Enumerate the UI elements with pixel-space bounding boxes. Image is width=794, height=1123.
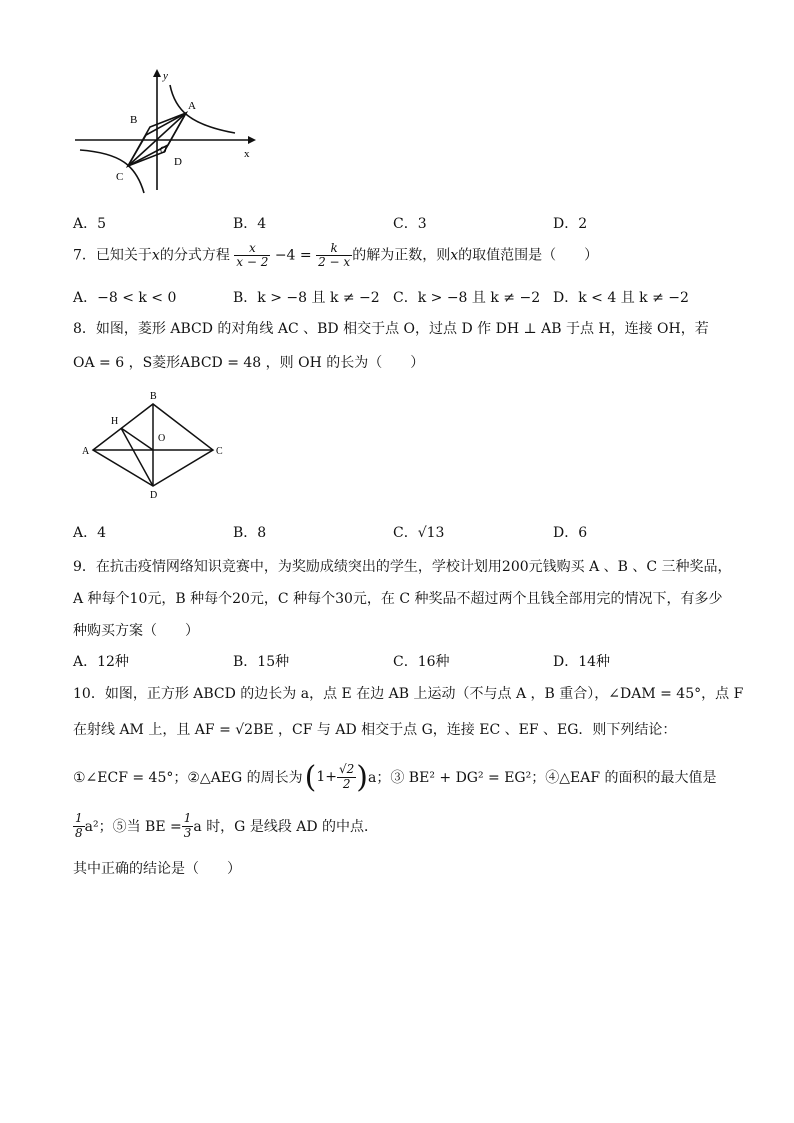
q7-var: x — [151, 247, 160, 264]
q6-label-y: y — [163, 70, 168, 82]
q6-label-A: A — [188, 100, 196, 112]
q10-paren-right: ) — [356, 759, 369, 795]
q10-line2: 在射线 AM 上，且 AF = √2BE ，CF 与 AD 相交于点 G，连接 EC 、EF 、EG．则下列结论： — [73, 722, 677, 738]
q10-line3b: a；③ BE² + DG² = EG²；④△EAF 的面积的最大值是 — [368, 770, 717, 786]
q9-line1: 9．在抗击疫情网络知识竞赛中，为奖励成绩突出的学生，学校计划用200元钱购买 A 、B 、C 三种奖品， — [73, 559, 732, 575]
q8-label-O: O — [158, 433, 166, 444]
q6-option-a[interactable]: A．5 — [73, 216, 107, 232]
q6-option-b[interactable]: B．4 — [233, 216, 267, 232]
q10-line4b: a 时，G 是线段 AD 的中点． — [193, 819, 379, 835]
q7-mid: 的分式方程 — [159, 247, 230, 264]
q7-option-d[interactable]: D．k < 4 且 k ≠ −2 — [553, 290, 689, 306]
q6-figure — [70, 65, 260, 195]
q7-option-a[interactable]: A．−8 < k < 0 — [73, 290, 177, 306]
q8-label-B: B — [150, 391, 157, 402]
q8-label-A: A — [82, 446, 90, 457]
q8-option-c[interactable]: C．√13 — [393, 525, 445, 541]
q10-frac-sqrt2: $\frac{√2}{2}$ — [339, 762, 355, 791]
q8-option-d[interactable]: D．6 — [553, 525, 588, 541]
q8-label-H: H — [111, 416, 119, 427]
q8-option-a[interactable]: A．4 — [73, 525, 107, 541]
q6-label-x: x — [244, 148, 250, 160]
q8-figure — [78, 388, 248, 503]
q10-frac-1-8: $\frac{1}{8}$ — [75, 811, 83, 840]
q8-line2: OA = 6 ，S菱形ABCD = 48 ，则 OH 的长为（ ） — [73, 355, 425, 371]
q7-minus-four: −4 = — [274, 247, 312, 264]
q9-option-d[interactable]: D．14种 — [553, 654, 611, 670]
q9-line2: A 种每个10元，B 种每个20元，C 种每个30元，在 C 种奖品不超过两个且钱全部用完的情况下，有多少 — [73, 591, 723, 607]
q6-option-d[interactable]: D．2 — [553, 216, 588, 232]
q7-stem — [73, 242, 598, 269]
q9-line3: 种购买方案（ ） — [73, 623, 199, 639]
q8-line1: 8．如图，菱形 ABCD 的对角线 AC 、BD 相交于点 O，过点 D 作 DH ⊥ AB 于点 H，连接 OH，若 — [73, 321, 709, 337]
q10-line4 — [73, 806, 378, 846]
q7-frac1: $\frac{x}{x - 2}$ — [236, 241, 269, 270]
q7-option-b[interactable]: B．k > −8 且 k ≠ −2 — [233, 290, 380, 306]
q10-line3a: ①∠ECF = 45°；②△AEG 的周长为 — [73, 770, 303, 786]
q9-option-c[interactable]: C．16种 — [393, 654, 450, 670]
q10-paren-left: ( — [304, 759, 317, 795]
q8-option-b[interactable]: B．8 — [233, 525, 267, 541]
q6-label-D: D — [174, 156, 182, 168]
q10-inner-left: 1+ — [316, 769, 338, 785]
q10-frac-1-3: $\frac{1}{3}$ — [183, 811, 192, 840]
q10-line5: 其中正确的结论是（ ） — [73, 861, 241, 877]
q7-option-c[interactable]: C．k > −8 且 k ≠ −2 — [393, 290, 541, 306]
q6-label-C: C — [116, 171, 124, 183]
q6-label-O: O — [160, 145, 167, 155]
q10-line1: 10．如图，正方形 ABCD 的边长为 a，点 E 在边 AB 上运动（不与点 A ，B 重合），∠DAM = 45°，点 F — [73, 686, 744, 702]
q7-frac2: $\frac{k}{2 - x}$ — [318, 241, 351, 270]
q7-suffix: 的解为正数，则 — [352, 247, 451, 264]
q7-var-2: x — [450, 247, 459, 264]
q6-label-B: B — [130, 114, 138, 126]
q9-option-a[interactable]: A．12种 — [73, 654, 129, 670]
q8-label-D: D — [150, 490, 158, 501]
q8-label-C: C — [216, 446, 223, 457]
q10-line3 — [73, 752, 717, 802]
q7-prefix: 7．已知关于 — [73, 247, 152, 264]
q6-option-c[interactable]: C．3 — [393, 216, 427, 232]
q7-suffix2: 的取值范围是（ ） — [458, 247, 599, 264]
q9-option-b[interactable]: B．15种 — [233, 654, 290, 670]
q10-line4a: a²；⑤当 BE = — [84, 819, 182, 835]
